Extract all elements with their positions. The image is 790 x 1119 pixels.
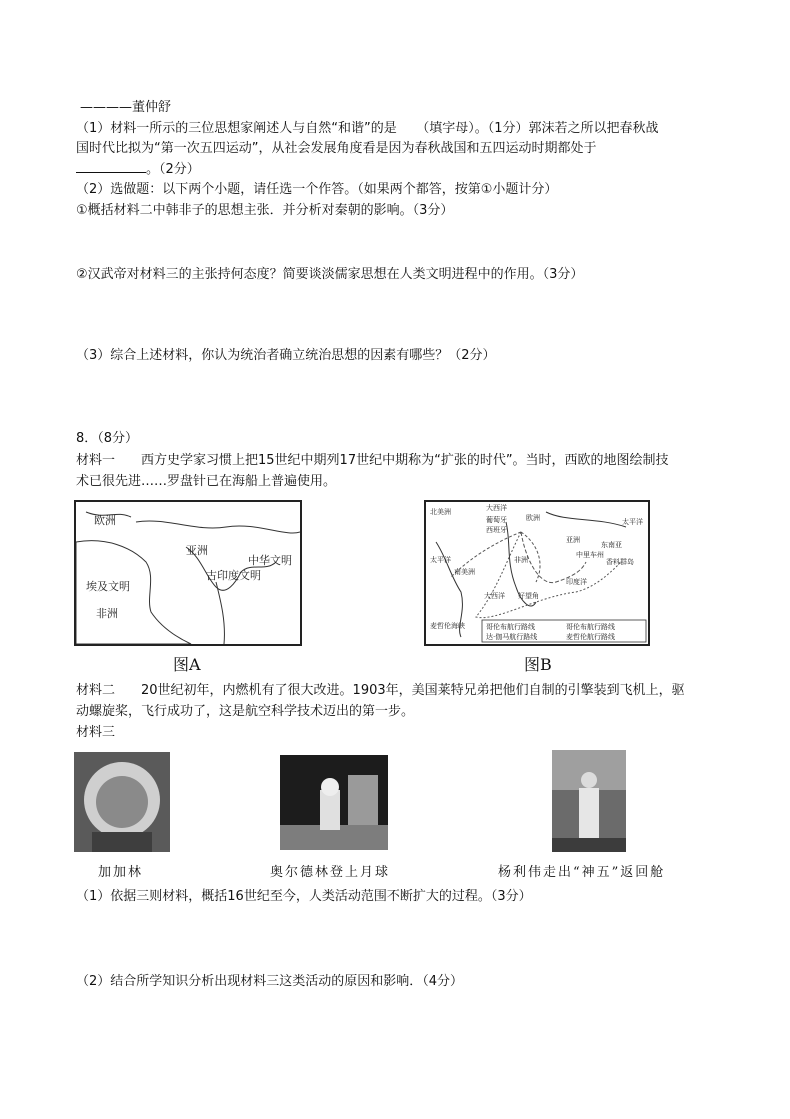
q7-sub1-line2: 国时代比拟为“第一次五四运动”，从社会发展角度看是因为春秋战国和五四运动时期都处于 (76, 141, 597, 156)
map-b-legend-3: 哥伦布航行路线 (566, 623, 615, 631)
map-b-label-africa: 非洲 (514, 556, 528, 564)
q7-sub1-line1: （1）材料一所示的三位思想家阐述人与自然“和谐”的是 （填字母）。（1分）郭沫若之所以把春秋战 (76, 121, 659, 136)
q7-sub2-intro: （2）选做题：以下两个小题，请任选一个作答。（如果两个都答，按第①小题计分） (76, 182, 558, 197)
q8-material1-line2: 术已很先进……罗盘针已在海船上普遍使用。 (76, 474, 337, 489)
photo-aldrin (280, 755, 388, 850)
map-b-legend-2: 达·伽马航行路线 (486, 633, 538, 641)
map-a (74, 500, 302, 646)
map-b-label-spain: 西班牙 (486, 526, 507, 534)
map-b-label-pacific-west: 太平洋 (430, 556, 451, 564)
map-b-label-asia: 亚洲 (566, 536, 580, 544)
q8-material2-line1: 材料二 20世纪初年，内燃机有了很大改进。1903年，美国莱特兄弟把他们自制的引擎装到飞机上，驱 (76, 683, 685, 698)
map-b-legend-4: 麦哲伦航行路线 (566, 633, 615, 641)
map-b-label-portugal: 葡萄牙 (486, 516, 507, 524)
q7-sub1-line3-text: 。（2分） (146, 162, 200, 177)
map-b-label-good-hope: 好望角 (518, 592, 539, 600)
map-b-label-atlantic-south: 大西洋 (484, 592, 505, 600)
caption-gagarin: 加加林 (98, 865, 144, 880)
map-b-drawing (426, 502, 648, 644)
map-b-label-calicut: 中里车州 (576, 551, 604, 559)
photo-gagarin (74, 752, 170, 852)
answer-blank[interactable] (76, 160, 146, 173)
photo-yang-liwei (552, 750, 626, 852)
q7-sub2-option1: ①概括材料二中韩非子的思想主张．并分析对秦朝的影响。（3分） (76, 203, 454, 218)
map-b-label-atlantic: 大西洋 (486, 504, 507, 512)
map-a-label-india: 古印度文明 (206, 569, 261, 582)
q8-sub2: （2）结合所学知识分析出现材料三这类活动的原因和影响．（4分） (76, 974, 464, 989)
map-b-label-spice-islands: 香料群岛 (606, 558, 634, 566)
map-a-label-asia: 亚洲 (186, 544, 208, 557)
map-b-legend-1: 哥伦布航行路线 (486, 623, 535, 631)
map-b-label-north-america: 北美洲 (430, 508, 451, 516)
aldrin-image (280, 755, 388, 850)
map-a-drawing (76, 502, 300, 644)
map-a-label-europe: 欧洲 (94, 514, 116, 527)
q8-material1-line1: 材料一 西方史学家习惯上把15世纪中期列17世纪中期称为“扩张的时代”。当时，西欧的地图绘制技 (76, 453, 669, 468)
q7-sub1-line3 (76, 160, 200, 179)
map-b-caption: 图B (524, 655, 552, 674)
gagarin-image (74, 752, 170, 852)
map-b-label-magellan-strait: 麦哲伦海峡 (430, 622, 465, 630)
map-a-label-africa: 非洲 (96, 607, 118, 620)
map-a-label-egypt: 埃及文明 (86, 580, 130, 593)
map-b-label-southeast-asia: 东南亚 (601, 541, 622, 549)
yang-liwei-image (552, 750, 626, 852)
map-b-label-south-america: 南美洲 (454, 568, 475, 576)
map-a-caption: 图A (173, 655, 201, 674)
map-b-label-pacific-east: 太平洋 (622, 518, 643, 526)
q8-material2-line2: 动螺旋桨，飞行成功了，这是航空科学技术迈出的第一步。 (76, 704, 415, 719)
q7-sub3: （3）综合上述材料，你认为统治者确立统治思想的因素有哪些？（2分） (76, 348, 496, 363)
q8-sub1: （1）依据三则材料，概括16世纪至今，人类活动范围不断扩大的过程。（3分） (76, 889, 532, 904)
map-b (424, 500, 650, 646)
map-a-label-china: 中华文明 (248, 554, 292, 567)
map-b-label-indian-ocean: 印度洋 (566, 578, 587, 586)
q8-material3-label: 材料三 (76, 725, 116, 740)
q8-heading: 8．（8分） (76, 431, 139, 446)
caption-aldrin: 奥尔德林登上月球 (270, 865, 391, 880)
author-line: ————董仲舒 (80, 100, 172, 115)
map-b-label-europe: 欧洲 (526, 514, 540, 522)
caption-yang-liwei: 杨利伟走出“神五”返回舱 (498, 865, 666, 880)
q7-sub2-option2: ②汉武帝对材料三的主张持何态度？简要谈淡儒家思想在人类文明进程中的作用。（3分） (76, 267, 584, 282)
